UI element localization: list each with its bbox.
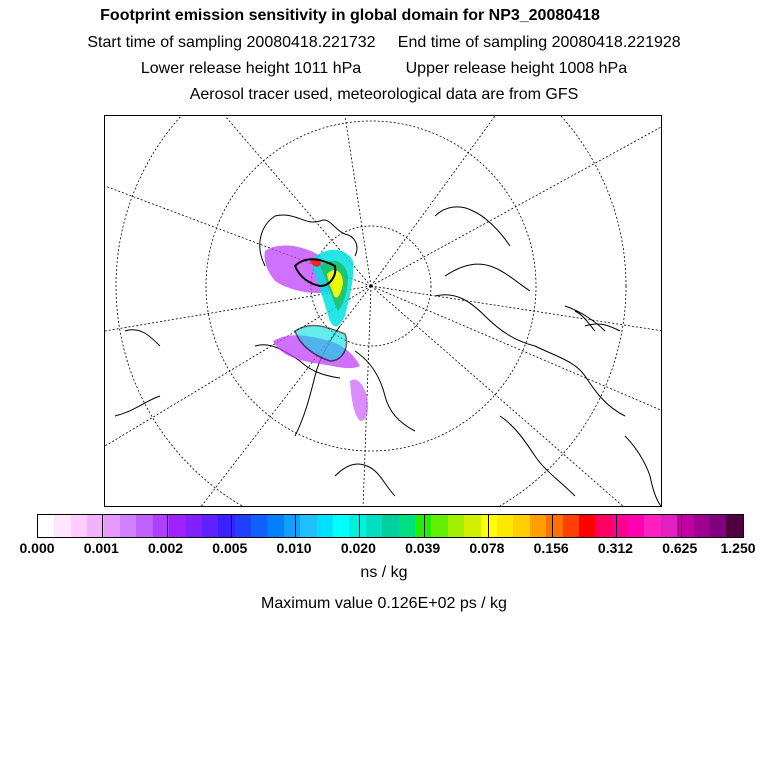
colorbar-segment [317, 515, 333, 537]
colorbar-segment [694, 515, 710, 537]
sampling-time-line [0, 34, 768, 52]
colorbar-segment [300, 515, 316, 537]
colorbar-segment [448, 515, 464, 537]
meridian [200, 286, 371, 507]
colorbar [37, 514, 744, 538]
colorbar-segment [677, 515, 693, 537]
colorbar-segment [235, 515, 251, 537]
colorbar-divider [295, 515, 296, 537]
map-title: Footprint emission sensitivity in global domain for NP3_20080418 [100, 7, 600, 24]
colorbar-segment [202, 515, 218, 537]
lower-release-height: Lower release height 1011 hPa [140, 60, 362, 77]
colorbar-tick-label: 0.078 [469, 540, 505, 556]
colorbar-segment [284, 515, 300, 537]
colorbar-tick-label: 0.156 [533, 540, 569, 556]
tracer-note: Aerosol tracer used, meteorological data are from GFS [189, 86, 579, 103]
colorbar-segment [38, 515, 54, 537]
upper-release-height: Upper release height 1008 hPa [405, 60, 628, 77]
colorbar-segment [595, 515, 611, 537]
latitude-circle [116, 116, 626, 507]
kamchatka-coast [500, 416, 575, 496]
colorbar-segment [431, 515, 447, 537]
colorbar-segment [563, 515, 579, 537]
colorbar-tick-label: 1.250 [720, 540, 756, 556]
start-time: Start time of sampling 20080418.221732 [87, 34, 376, 51]
end-time: End time of sampling 20080418.221928 [397, 34, 681, 51]
colorbar-segment [186, 515, 202, 537]
colorbar-segment [136, 515, 152, 537]
meridian [371, 116, 495, 286]
meridian [371, 286, 662, 411]
colorbar-segment [612, 515, 628, 537]
colorbar-segment [382, 515, 398, 537]
colorbar-segment [104, 515, 120, 537]
southern-coast [335, 464, 395, 496]
colorbar-ticks [0, 538, 768, 558]
colorbar-segment [513, 515, 529, 537]
colorbar-divider [167, 515, 168, 537]
latitude-circles [116, 116, 626, 507]
emission-plume [264, 246, 368, 421]
colorbar-segment [530, 515, 546, 537]
colorbar-segment [399, 515, 415, 537]
colorbar-segment [710, 515, 726, 537]
colorbar-segment [497, 515, 513, 537]
colorbar-segment [120, 515, 136, 537]
colorbar-divider [552, 515, 553, 537]
colorbar-tick-label: 0.312 [597, 540, 633, 556]
meridian [371, 286, 625, 507]
colorbar-tick-label: 0.020 [340, 540, 376, 556]
colorbar-segment [218, 515, 234, 537]
colorbar-divider [616, 515, 617, 537]
map-panel [104, 115, 662, 507]
colorbar-tick-label: 0.000 [19, 540, 55, 556]
japan-coast [625, 436, 661, 506]
colorbar-unit: ns / kg [360, 564, 408, 581]
colorbar-tick-label: 0.005 [212, 540, 248, 556]
russia-coast [445, 264, 530, 291]
colorbar-segment [169, 515, 185, 537]
west-coast [115, 330, 160, 416]
colorbar-segment [87, 515, 103, 537]
colorbar-segment [579, 515, 595, 537]
colorbar-segment [644, 515, 660, 537]
release-height-line [0, 60, 768, 78]
colorbar-segment [661, 515, 677, 537]
colorbar-segment [726, 515, 742, 537]
colorbar-divider [359, 515, 360, 537]
colorbar-segment [464, 515, 480, 537]
colorbar-segment [628, 515, 644, 537]
colorbar-tick-label: 0.001 [83, 540, 119, 556]
meridian [371, 286, 662, 331]
colorbar-segment [546, 515, 562, 537]
colorbar-segment [251, 515, 267, 537]
colorbar-tick-label: 0.625 [662, 540, 698, 556]
colorbar-segment [54, 515, 70, 537]
plume-region [350, 379, 368, 421]
scandinavia-coast [435, 207, 510, 246]
colorbar-tick-label: 0.039 [405, 540, 441, 556]
colorbar-divider [488, 515, 489, 537]
colorbar-segment [267, 515, 283, 537]
polar-map [105, 116, 662, 507]
siberia-coast [435, 295, 625, 416]
colorbar-segment [71, 515, 87, 537]
colorbar-segment [366, 515, 382, 537]
colorbar-divider [681, 515, 682, 537]
colorbar-tick-label: 0.002 [148, 540, 184, 556]
coastlines [115, 207, 661, 506]
colorbar-divider [424, 515, 425, 537]
colorbar-divider [102, 515, 103, 537]
colorbar-divider [231, 515, 232, 537]
colorbar-segment [333, 515, 349, 537]
meridian [371, 126, 662, 286]
maximum-value: Maximum value 0.126E+02 ps / kg [261, 595, 507, 612]
colorbar-tick-label: 0.010 [276, 540, 312, 556]
colorbar-segment [349, 515, 365, 537]
